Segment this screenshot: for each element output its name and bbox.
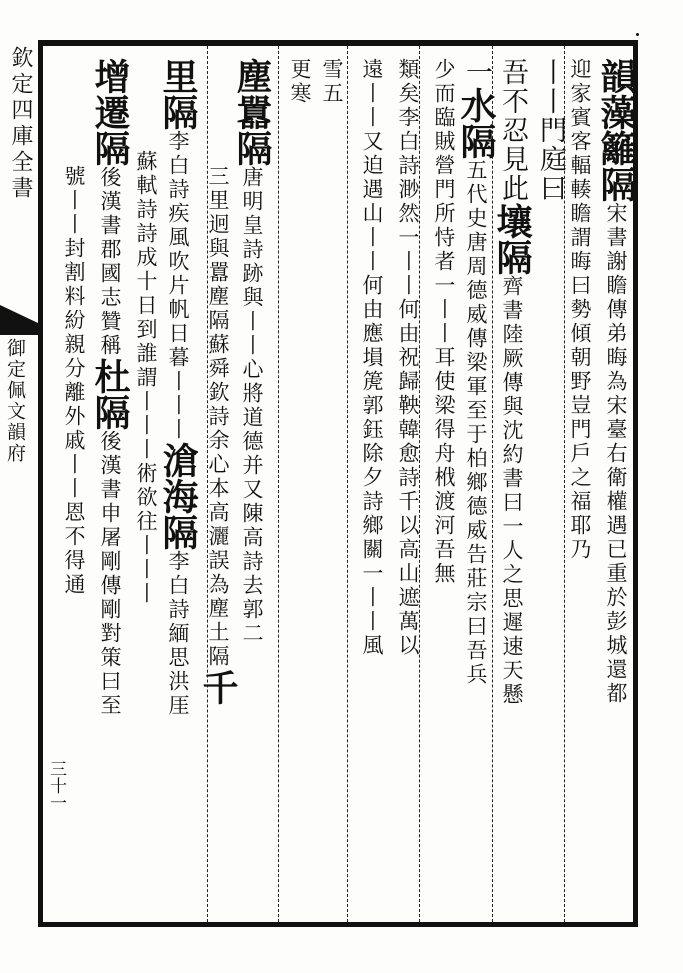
entry-text: 迎家賓客輻輳瞻謂晦曰勢傾朝野豈門戶之福耶乃 bbox=[568, 58, 592, 562]
text-column-11 bbox=[284, 58, 310, 106]
entry-text: 五代史唐周德威傳梁軍至于柏鄉德威告莊宗曰吾兵 bbox=[464, 159, 488, 687]
book-title: 御定佩文韻府 bbox=[4, 338, 26, 464]
text-column-16 bbox=[86, 58, 131, 718]
entry-text: 三里迥與囂塵隔蘇舜欽詩余心本高灑誤為塵土隔 bbox=[206, 165, 230, 669]
text-column-2 bbox=[566, 58, 590, 562]
text-column-4 bbox=[491, 58, 533, 707]
entry-text: 少而臨賊營門所恃者一丨丨耳使梁得舟栰渡河吾無 bbox=[432, 58, 456, 586]
entry-text: 丨丨門庭曰 bbox=[535, 58, 566, 203]
entry-text: 號丨丨封割料紛 bbox=[62, 165, 86, 333]
text-column-3 bbox=[528, 58, 564, 203]
entry-heading: 塵囂隔 bbox=[231, 58, 273, 166]
series-title: 欽定四庫全書 bbox=[8, 46, 33, 202]
entry-text: 後漢書申屠剛傳剛對策曰至 bbox=[98, 430, 122, 718]
entry-heading: 水隔 bbox=[455, 87, 497, 159]
text-column-7 bbox=[428, 58, 454, 586]
page-number: 三十一 bbox=[46, 760, 66, 811]
text-column-8 bbox=[388, 58, 418, 658]
entry-text: 親分離外戚丨丨恩不得通 bbox=[62, 333, 86, 597]
text-column-15 bbox=[132, 150, 156, 606]
column-divider bbox=[278, 46, 279, 922]
entry-text: 齊書陸厥傳與沈約書曰一人之思遲速天懸 bbox=[500, 275, 524, 707]
frame-top-border bbox=[38, 40, 638, 46]
text-column-9 bbox=[352, 58, 382, 658]
entry-text: 李白詩疾風吹片帆日暮丨丨丨 bbox=[166, 130, 190, 442]
frame-spine-border bbox=[38, 40, 43, 927]
column-divider bbox=[347, 46, 348, 922]
entry-text: 遠丨丨又迫遇山丨丨何由應塤箎郭鈺除夕詩鄉關一丨丨風 bbox=[360, 58, 384, 658]
entry-heading: 韻藻籬隔 bbox=[595, 58, 637, 202]
text-column-6 bbox=[455, 58, 497, 687]
entry-text: 一 bbox=[461, 58, 492, 87]
entry-heading: 滄海隔 bbox=[157, 442, 199, 550]
entry-text: 蘇軾詩詩成十日到誰謂丨丨丨術欲往丨丨丨 bbox=[134, 150, 158, 606]
entry-heading: 增遷隔 bbox=[89, 58, 131, 166]
text-column-13 bbox=[197, 165, 239, 705]
entry-text: 雪五 bbox=[320, 58, 344, 106]
text-column-14 bbox=[154, 58, 199, 718]
frame-bottom-border bbox=[38, 922, 638, 927]
entry-heading: 千 bbox=[197, 669, 239, 705]
text-column-17 bbox=[60, 165, 84, 597]
entry-heading: 里隔 bbox=[157, 58, 199, 130]
entry-heading: 壤隔 bbox=[491, 203, 533, 275]
entry-text: 李白詩緬思洪厓 bbox=[166, 550, 190, 718]
entry-text: 更寒 bbox=[288, 58, 312, 106]
ink-dot bbox=[636, 33, 639, 36]
entry-text: 唐明皇詩跡與丨丨心將道德并又陳高詩去郭二 bbox=[240, 166, 264, 646]
text-column-10 bbox=[316, 58, 342, 106]
entry-text: 宋書謝瞻傳弟晦為宋臺右衛權遇已重於彭城還都 bbox=[604, 202, 628, 706]
entry-text: 類矣李白詩渺然一丨丨何由祝歸鞅韓愈詩千以高山遮萬以 bbox=[396, 58, 420, 658]
entry-text: 後漢書郡國志贊稱 bbox=[98, 166, 122, 358]
entry-text: 吾不忍見此 bbox=[497, 58, 528, 203]
entry-heading: 杜隔 bbox=[89, 358, 131, 430]
text-column-1 bbox=[588, 58, 637, 706]
